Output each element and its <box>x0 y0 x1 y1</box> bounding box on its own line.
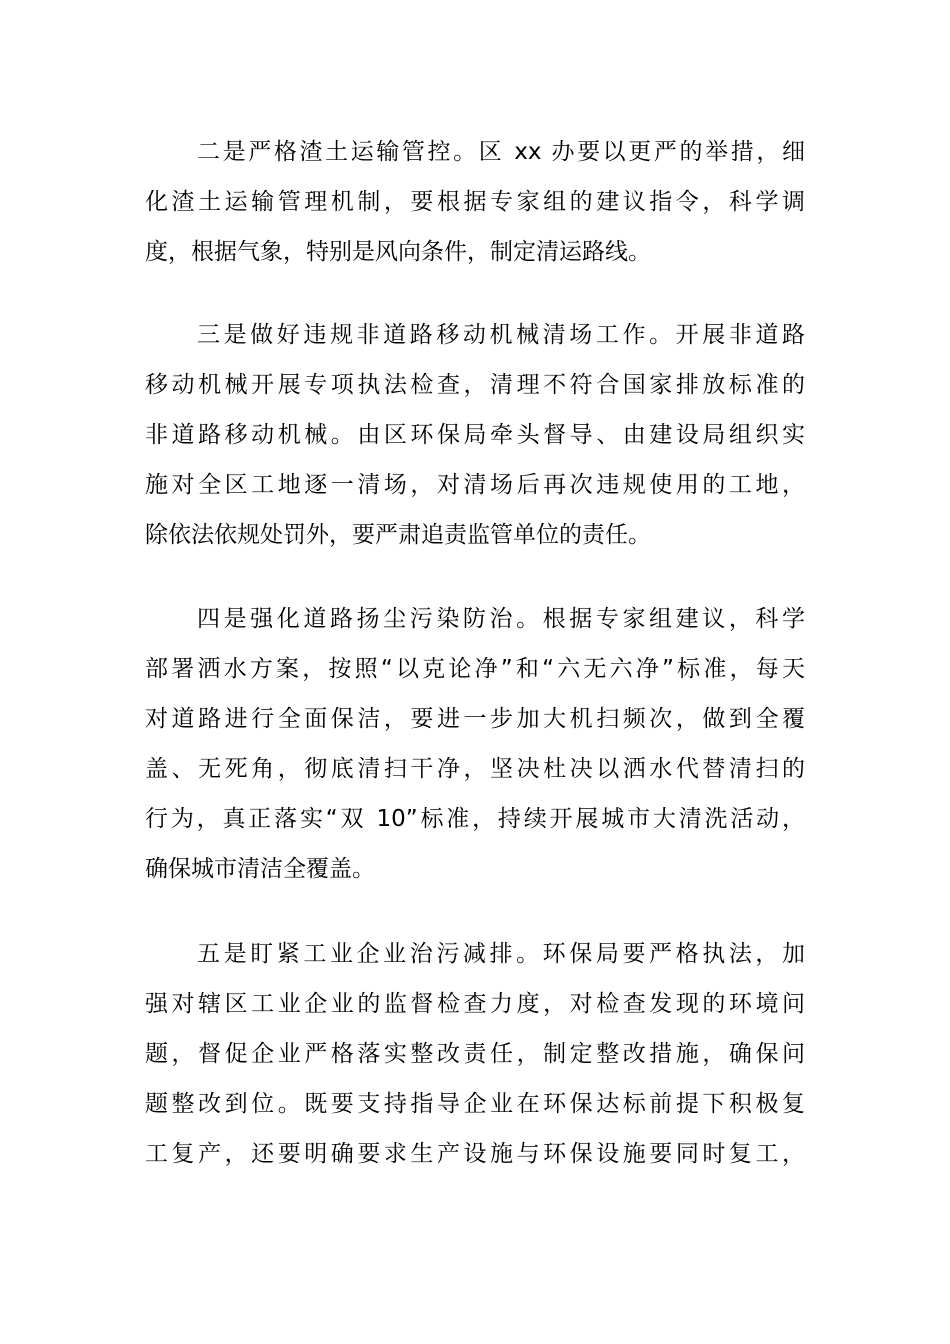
paragraph-line: 对道路进行全面保洁，要进一步加大机扫频次，做到全覆 <box>145 706 805 732</box>
paragraph-line: 工复产，还要明确要求生产设施与环保设施要同时复工， <box>145 1141 805 1167</box>
paragraph-line: 行为，真正落实“双 10”标准，持续开展城市大清洗活动， <box>145 806 805 832</box>
paragraph-line: 非道路移动机械。由区环保局牵头督导、由建设局组织实 <box>145 422 805 448</box>
paragraph-line: 度，根据气象，特别是风向条件，制定清运路线。 <box>145 239 651 265</box>
paragraph-line: 二是严格渣土运输管控。区 xx 办要以更严的举措，细 <box>197 139 805 165</box>
paragraph-line: 盖、无死角，彻底清扫干净，坚决杜决以洒水代替清扫的 <box>145 756 805 782</box>
paragraph-line: 四是强化道路扬尘污染防治。根据专家组建议，科学 <box>197 606 805 632</box>
paragraph-line: 除依法依规处罚外，要严肃追责监管单位的责任。 <box>145 522 651 548</box>
paragraph-line: 施对全区工地逐一清场，对清场后再次违规使用的工地， <box>145 472 805 498</box>
paragraph-industrial-emissions <box>145 929 805 1179</box>
paragraph-line: 强对辖区工业企业的监督检查力度，对检查发现的环境问 <box>145 991 805 1017</box>
paragraph-line: 五是盯紧工业企业治污减排。环保局要严格执法，加 <box>197 941 805 967</box>
paragraph-line: 部署洒水方案，按照“以克论净”和“六无六净”标准，每天 <box>145 656 805 682</box>
paragraph-line: 移动机械开展专项执法检查，清理不符合国家排放标准的 <box>145 372 805 398</box>
paragraph-line: 题，督促企业严格落实整改责任，制定整改措施，确保问 <box>145 1041 805 1067</box>
paragraph-line: 题整改到位。既要支持指导企业在环保达标前提下积极复 <box>145 1091 805 1117</box>
paragraph-line: 确保城市清洁全覆盖。 <box>145 856 375 882</box>
paragraph-line: 化渣土运输管理机制，要根据专家组的建议指令，科学调 <box>145 189 805 215</box>
paragraph-road-dust <box>145 594 805 894</box>
paragraph-residue-transport <box>145 127 805 277</box>
paragraph-nonroad-machinery <box>145 310 805 560</box>
paragraph-line: 三是做好违规非道路移动机械清场工作。开展非道路 <box>197 322 805 348</box>
